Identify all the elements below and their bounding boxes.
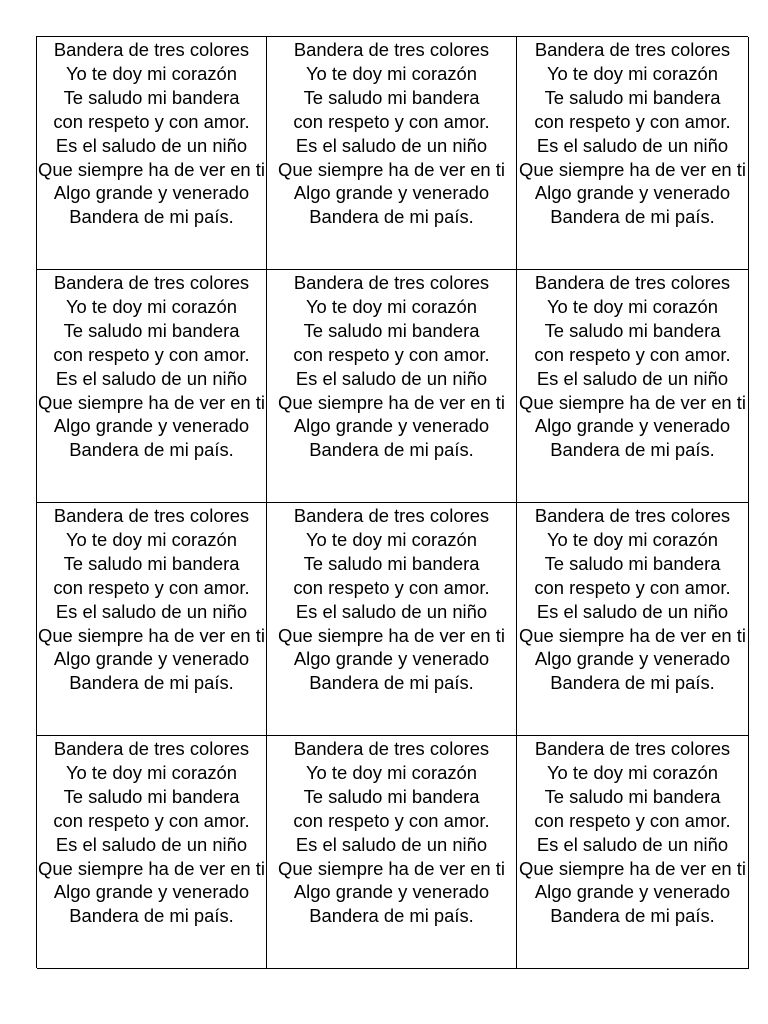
poem-line: Te saludo mi bandera — [544, 552, 721, 574]
poem-line: con respeto y con amor. — [53, 343, 250, 365]
poem-line: Es el saludo de un niño — [295, 134, 488, 156]
poem-line: Bandera de mi país. — [550, 672, 715, 694]
poem-line: Bandera de mi país. — [69, 905, 234, 927]
poem-line: con respeto y con amor. — [534, 343, 731, 365]
poem-line: Te saludo mi bandera — [303, 552, 480, 574]
poem-line: Que siempre ha de ver en ti — [519, 857, 746, 879]
poem-line: Bandera de mi país. — [309, 206, 474, 228]
poem-line: Algo grande y venerado — [53, 415, 250, 437]
poem-line: Te saludo mi bandera — [303, 319, 480, 341]
poem-line: Bandera de mi país. — [69, 206, 234, 228]
poem-card — [267, 37, 517, 270]
poem-line: Algo grande y venerado — [53, 648, 250, 670]
poem-line: Que siempre ha de ver en ti — [519, 158, 746, 180]
poem-line: Es el saludo de un niño — [55, 600, 248, 622]
poem-line: con respeto y con amor. — [293, 809, 490, 831]
poem-line: Bandera de mi país. — [69, 672, 234, 694]
poem-line: Te saludo mi bandera — [544, 785, 721, 807]
poem-line: Es el saludo de un niño — [55, 134, 248, 156]
poem-line: Te saludo mi bandera — [63, 785, 240, 807]
poem-line: Es el saludo de un niño — [536, 833, 729, 855]
poem-line: Que siempre ha de ver en ti — [278, 391, 505, 413]
poem-line: con respeto y con amor. — [293, 110, 490, 132]
poem-line: Algo grande y venerado — [53, 182, 250, 204]
poem-line: Yo te doy mi corazón — [65, 761, 238, 783]
poem-line: Es el saludo de un niño — [55, 367, 248, 389]
poem-line: Te saludo mi bandera — [63, 552, 240, 574]
poem-line: Yo te doy mi corazón — [65, 528, 238, 550]
poem-line: con respeto y con amor. — [53, 576, 250, 598]
poem-line: Te saludo mi bandera — [544, 86, 721, 108]
poem-line: con respeto y con amor. — [293, 576, 490, 598]
poem-line: con respeto y con amor. — [534, 110, 731, 132]
poem-card-grid — [36, 36, 748, 968]
poem-line: Bandera de tres colores — [534, 272, 731, 293]
poem-line: Bandera de mi país. — [550, 905, 715, 927]
poem-line: Te saludo mi bandera — [544, 319, 721, 341]
poem-line: Yo te doy mi corazón — [305, 528, 478, 550]
poem-line: Bandera de tres colores — [293, 39, 490, 60]
poem-line: Algo grande y venerado — [534, 881, 731, 903]
poem-line: Es el saludo de un niño — [55, 833, 248, 855]
poem-line: Te saludo mi bandera — [303, 785, 480, 807]
poem-line: Bandera de mi país. — [550, 206, 715, 228]
poem-line: Algo grande y venerado — [293, 415, 490, 437]
poem-card — [517, 37, 749, 270]
poem-card — [37, 503, 267, 736]
poem-card — [267, 270, 517, 503]
poem-line: Es el saludo de un niño — [536, 134, 729, 156]
poem-line: Te saludo mi bandera — [63, 319, 240, 341]
poem-line: Algo grande y venerado — [534, 415, 731, 437]
poem-card — [267, 736, 517, 969]
poem-card — [517, 270, 749, 503]
poem-line: Que siempre ha de ver en ti — [278, 158, 505, 180]
poem-line: Bandera de tres colores — [293, 505, 490, 526]
poem-line: Que siempre ha de ver en ti — [38, 857, 265, 879]
poem-line: Algo grande y venerado — [293, 182, 490, 204]
poem-line: Algo grande y venerado — [534, 182, 731, 204]
poem-card — [37, 736, 267, 969]
poem-line: Que siempre ha de ver en ti — [278, 857, 505, 879]
poem-line: con respeto y con amor. — [53, 110, 250, 132]
poem-card — [517, 736, 749, 969]
poem-line: Algo grande y venerado — [293, 648, 490, 670]
poem-line: Bandera de mi país. — [550, 439, 715, 461]
poem-line: Te saludo mi bandera — [303, 86, 480, 108]
poem-line: Yo te doy mi corazón — [65, 62, 238, 84]
poem-line: Algo grande y venerado — [534, 648, 731, 670]
poem-card — [37, 270, 267, 503]
poem-line: Bandera de tres colores — [53, 505, 250, 526]
poem-line: Que siempre ha de ver en ti — [519, 624, 746, 646]
poem-line: Bandera de tres colores — [53, 272, 250, 293]
poem-line: Que siempre ha de ver en ti — [38, 391, 265, 413]
poem-line: Yo te doy mi corazón — [305, 761, 478, 783]
poem-card — [517, 503, 749, 736]
poem-line: Que siempre ha de ver en ti — [38, 158, 265, 180]
poem-line: con respeto y con amor. — [293, 343, 490, 365]
poem-card — [37, 37, 267, 270]
poem-line: con respeto y con amor. — [53, 809, 250, 831]
poem-line: Es el saludo de un niño — [536, 367, 729, 389]
poem-line: Es el saludo de un niño — [295, 600, 488, 622]
poem-line: Yo te doy mi corazón — [546, 528, 719, 550]
poem-line: Yo te doy mi corazón — [65, 295, 238, 317]
poem-line: Yo te doy mi corazón — [546, 295, 719, 317]
poem-line: Que siempre ha de ver en ti — [38, 624, 265, 646]
poem-line: con respeto y con amor. — [534, 576, 731, 598]
poem-line: Bandera de tres colores — [53, 738, 250, 759]
poem-line: Bandera de mi país. — [309, 672, 474, 694]
poem-line: Bandera de mi país. — [69, 439, 234, 461]
poem-line: Que siempre ha de ver en ti — [519, 391, 746, 413]
poem-line: Que siempre ha de ver en ti — [278, 624, 505, 646]
poem-line: Bandera de mi país. — [309, 439, 474, 461]
poem-line: Bandera de tres colores — [293, 738, 490, 759]
poem-line: Bandera de tres colores — [534, 505, 731, 526]
poem-line: Bandera de tres colores — [53, 39, 250, 60]
poem-line: Te saludo mi bandera — [63, 86, 240, 108]
poem-line: Bandera de tres colores — [534, 39, 731, 60]
poem-line: Algo grande y venerado — [53, 881, 250, 903]
poem-line: Bandera de tres colores — [293, 272, 490, 293]
poem-line: Algo grande y venerado — [293, 881, 490, 903]
poem-line: Bandera de tres colores — [534, 738, 731, 759]
poem-line: Yo te doy mi corazón — [546, 62, 719, 84]
poem-line: Bandera de mi país. — [309, 905, 474, 927]
poem-line: con respeto y con amor. — [534, 809, 731, 831]
poem-card — [267, 503, 517, 736]
poem-line: Es el saludo de un niño — [536, 600, 729, 622]
poem-line: Yo te doy mi corazón — [305, 295, 478, 317]
poem-line: Yo te doy mi corazón — [546, 761, 719, 783]
poem-line: Es el saludo de un niño — [295, 833, 488, 855]
poem-line: Yo te doy mi corazón — [305, 62, 478, 84]
poem-line: Es el saludo de un niño — [295, 367, 488, 389]
